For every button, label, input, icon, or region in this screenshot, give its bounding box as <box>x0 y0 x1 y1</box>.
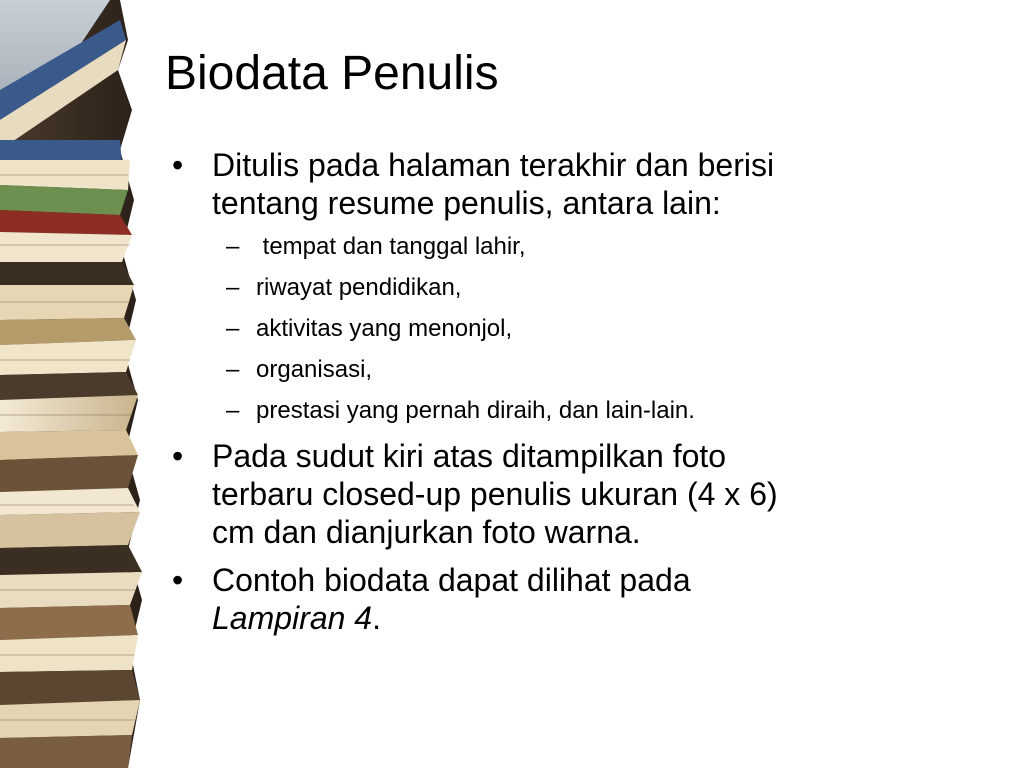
bullet-text-line: Pada sudut kiri atas ditampilkan foto <box>212 438 727 474</box>
dash-icon: – <box>226 397 240 424</box>
sub-item-text: organisasi, <box>256 356 373 383</box>
sub-item <box>170 273 950 303</box>
trailing-period: . <box>372 600 381 636</box>
slide-title: Biodata Penulis <box>165 47 499 100</box>
sub-list <box>170 232 950 426</box>
dash-icon: – <box>226 274 240 301</box>
appendix-reference: Lampiran 4 <box>212 600 373 636</box>
sub-item-text: prestasi yang pernah diraih, dan lain-lain. <box>256 397 695 424</box>
sub-item <box>170 232 950 262</box>
dash-icon: – <box>226 233 240 260</box>
sub-item <box>170 396 950 426</box>
dash-icon: – <box>226 356 240 383</box>
bullet-item-2 <box>170 437 950 551</box>
dash-icon: – <box>226 315 240 342</box>
slide-body <box>170 146 950 647</box>
bullet-icon: • <box>172 438 184 474</box>
bullet-text-line: Contoh biodata dapat dilihat pada <box>212 562 691 598</box>
stacked-books-image <box>0 0 150 768</box>
bullet-text-line: terbaru closed-up penulis ukuran (4 x 6) <box>212 476 778 512</box>
bullet-item-3 <box>170 561 950 637</box>
bullet-text-line: tentang resume penulis, antara lain: <box>212 185 721 221</box>
sub-item <box>170 314 950 344</box>
bullet-text-line: cm dan dianjurkan foto warna. <box>212 514 641 550</box>
bullet-icon: • <box>172 562 184 598</box>
sub-item-text: riwayat pendidikan, <box>256 274 462 301</box>
bullet-item-1 <box>170 146 950 222</box>
bullet-text-line: Ditulis pada halaman terakhir dan berisi <box>212 147 775 183</box>
sub-item-text: tempat dan tanggal lahir, <box>256 233 526 260</box>
bullet-text-line <box>212 599 950 637</box>
sub-item-text: aktivitas yang menonjol, <box>256 315 513 342</box>
sub-item <box>170 355 950 385</box>
bullet-icon: • <box>172 147 184 183</box>
